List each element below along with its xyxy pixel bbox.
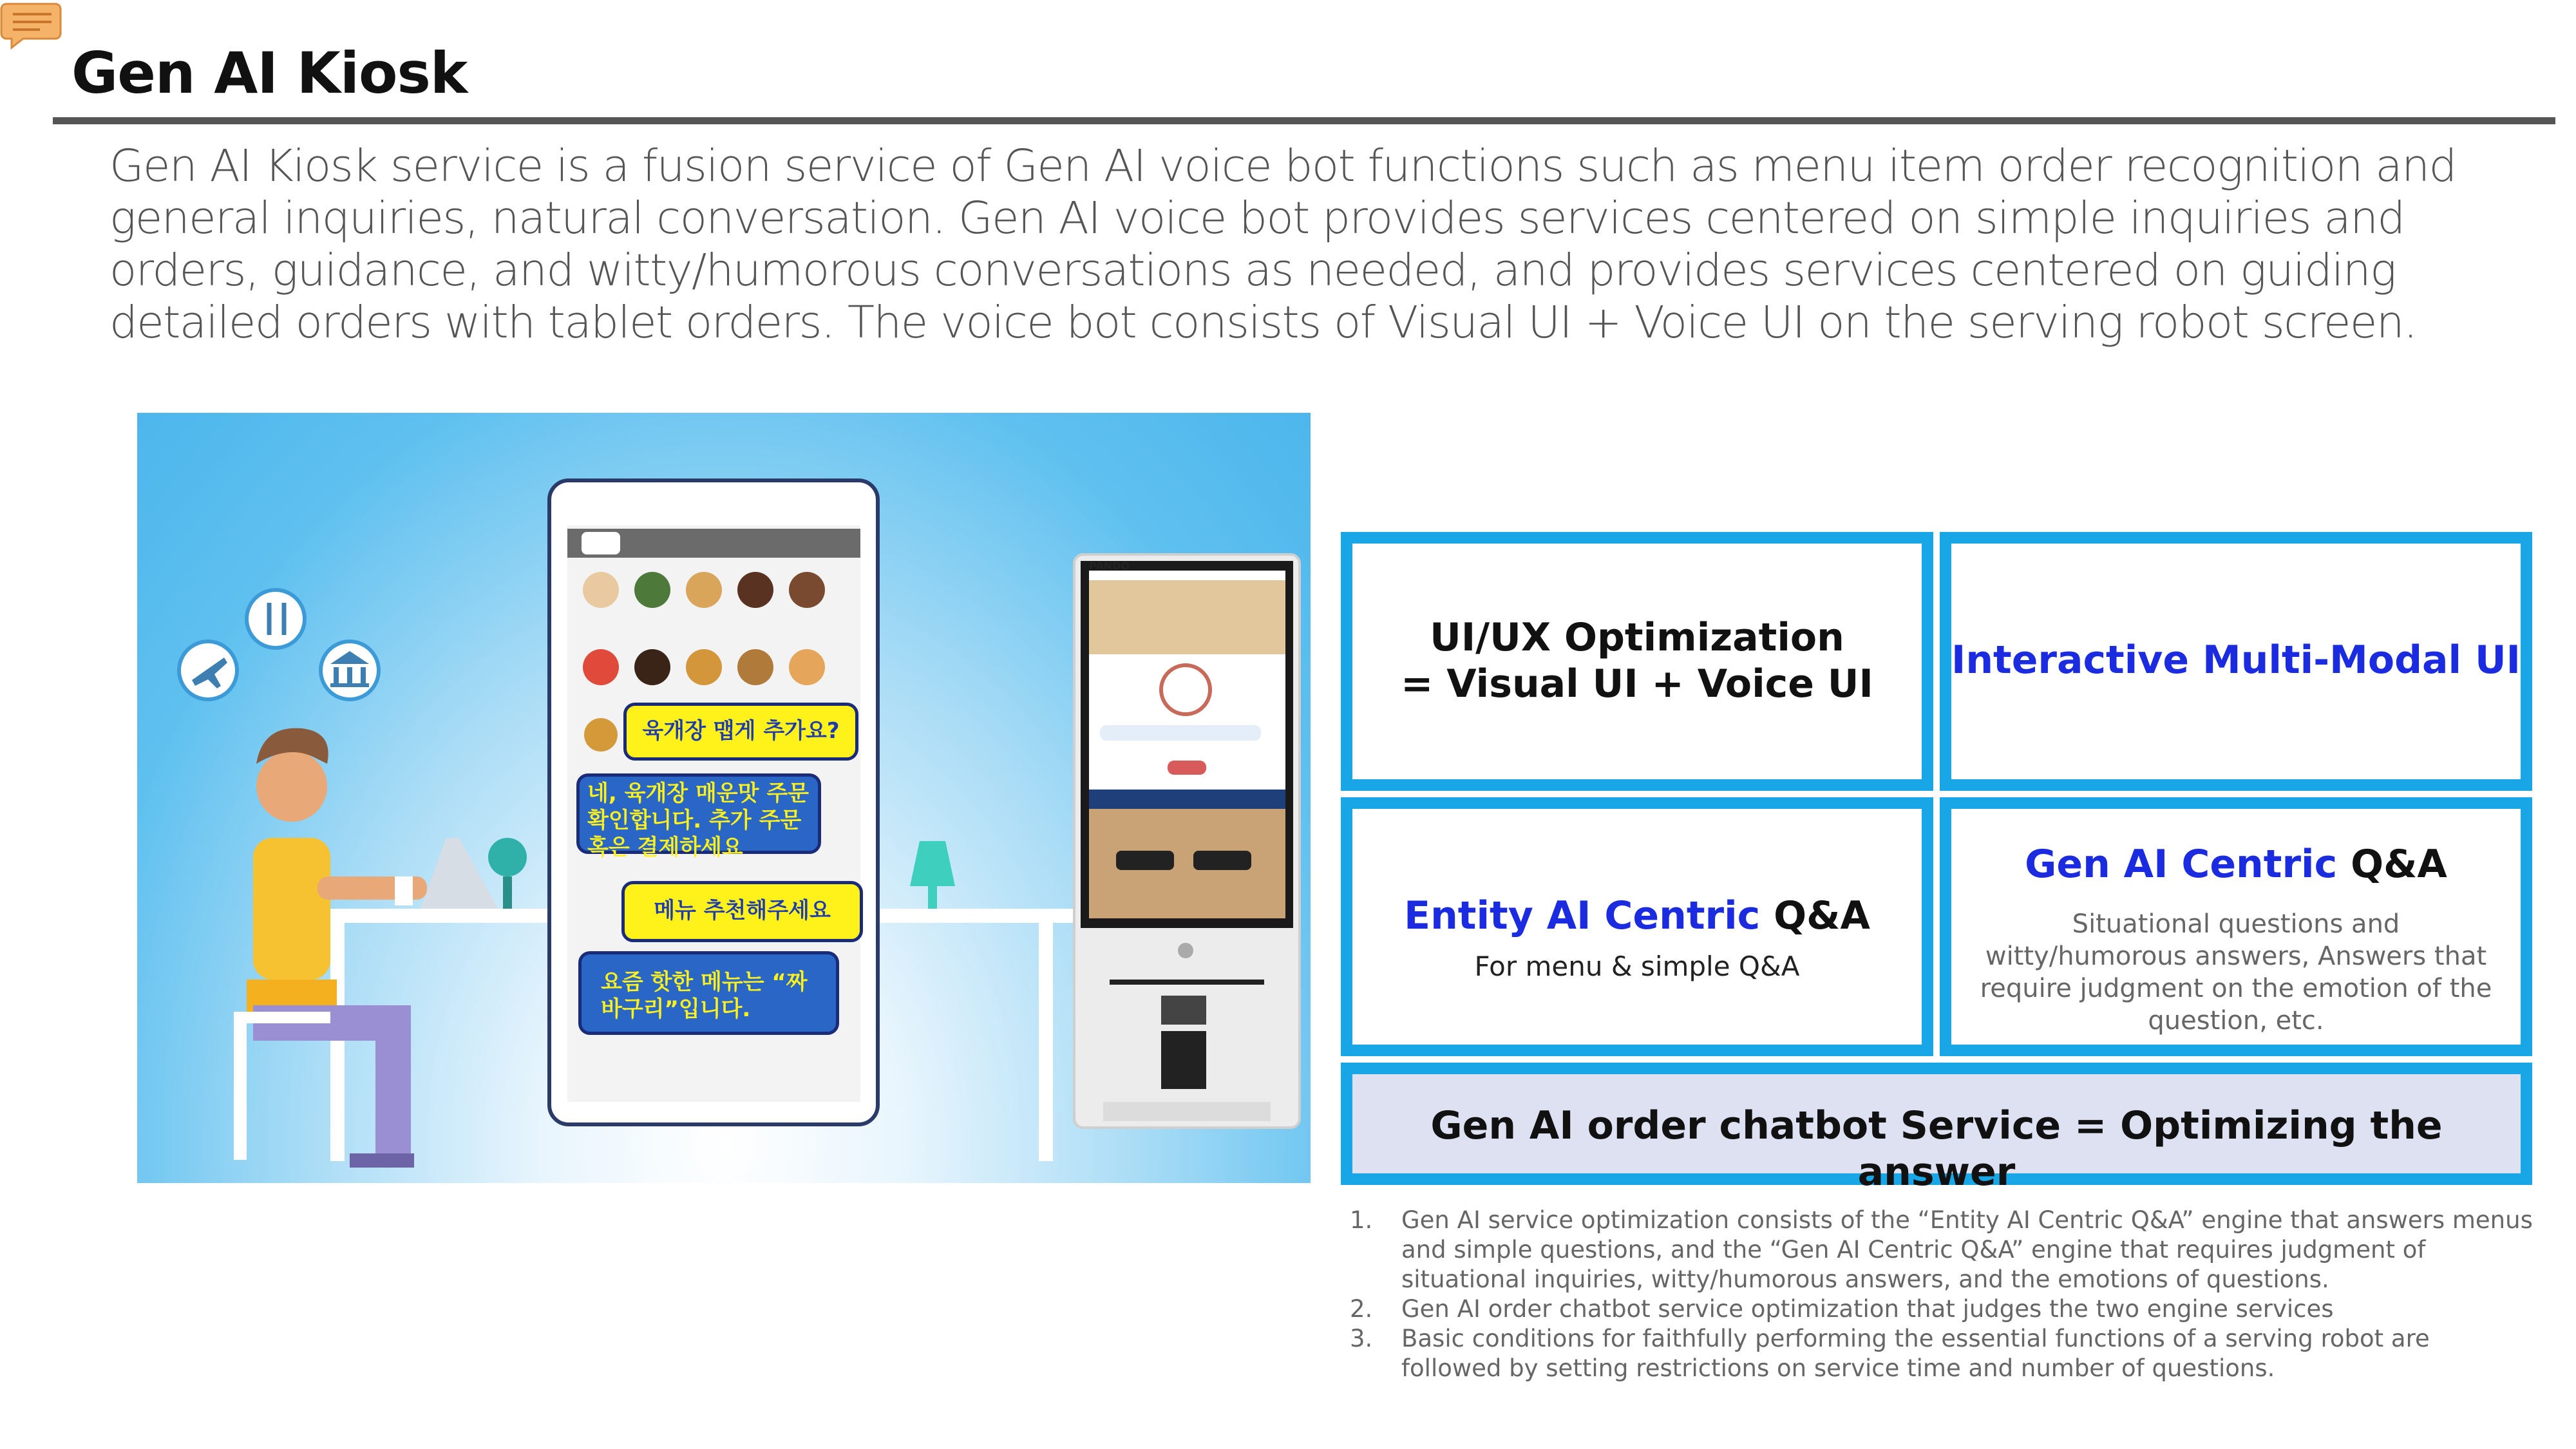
chat-bubble-user-spicy: 육개장 맵게 추가요?	[623, 703, 858, 761]
card-entity-title	[1352, 893, 1922, 939]
footnote-number: 1.	[1350, 1206, 1373, 1234]
footnotes-list	[1350, 1206, 2535, 1383]
intro-paragraph: Gen AI Kiosk service is a fusion service of Gen AI voice bot functions such as menu item order recognition and general inquiries, natural conversation. Gen AI voice bot provides services centered on simple inquiries and orders, guidance, and witty/humorous conversations as needed, and provides services centered on guiding detailed orders with tablet orders. The voice bot consists of Visual UI + Voice UI on the serving robot screen.	[109, 140, 2456, 348]
card-genai-title	[1977, 841, 2495, 887]
card-entity-ai-qa	[1341, 797, 1933, 1056]
footnote-text: Gen AI order chatbot service optimization that judges the two engine services	[1401, 1295, 2334, 1323]
fork-knife-pin-icon	[247, 590, 305, 648]
card-multimodal-title: Interactive Multi-Modal UI	[1951, 638, 2521, 683]
footnote-number: 2.	[1350, 1295, 1373, 1323]
card-order-chatbot-title: Gen AI order chatbot Service = Optimizing the answer	[1430, 1103, 2443, 1195]
bank-pin-icon	[321, 641, 379, 699]
card-entity-sub: For menu & simple Q&A	[1474, 951, 1800, 982]
card-entity-title-rest: Q&A	[1760, 893, 1870, 938]
card-genai-sub: Situational questions and witty/humorous answers, Answers that require judgment on the emotion of the question, etc.	[1980, 909, 2492, 1036]
card-genai-title-rest: Q&A	[2337, 842, 2447, 887]
chat-bubble-user-recommend: 메뉴 추천해주세요	[621, 881, 863, 942]
footnote-text: Basic conditions for faithfully performing the essential functions of a serving robot are followed by setting restrictions on service time and number of questions.	[1401, 1325, 2430, 1382]
footnote-item	[1350, 1324, 2535, 1383]
card-uiux-optimization	[1341, 532, 1933, 791]
title-divider	[53, 117, 2555, 124]
footnote-item	[1350, 1294, 2535, 1324]
page-title: Gen AI Kiosk	[71, 40, 468, 106]
card-uiux-line1: UI/UX Optimization	[1430, 615, 1844, 660]
card-genai-title-highlight: Gen AI Centric	[2025, 842, 2338, 887]
person-body	[253, 838, 330, 980]
footnote-item	[1350, 1206, 2535, 1294]
card-genai-qa	[1940, 797, 2532, 1056]
card-multimodal-ui	[1940, 532, 2532, 791]
card-order-chatbot	[1341, 1063, 2532, 1195]
footnote-number: 3.	[1350, 1325, 1373, 1352]
person-head	[256, 751, 327, 822]
footnote-text: Gen AI service optimization consists of the “Entity AI Centric Q&A” engine that answers menus and simple questions, and the “Gen AI Centric Q&A” engine that requires judgment of situational inquiries, witty/humorous answers, and the emotions of questions.	[1401, 1206, 2533, 1293]
chat-bubble-bot-recommend: 요즘 핫한 메뉴는 “짜바구리”입니다.	[578, 951, 839, 1035]
kiosk-brand: PANDO	[1089, 560, 1130, 572]
comment-icon[interactable]	[0, 0, 64, 52]
kiosk-illustration	[137, 413, 1311, 1183]
card-uiux-line2: = Visual UI + Voice UI	[1401, 661, 1873, 706]
airplane-pin-icon	[179, 641, 237, 699]
card-entity-title-highlight: Entity AI Centric	[1404, 893, 1761, 938]
chat-bubble-bot-confirm: 네, 육개장 매운맛 주문 확인합니다. 추가 주문 혹은 결제하세요	[576, 773, 821, 854]
